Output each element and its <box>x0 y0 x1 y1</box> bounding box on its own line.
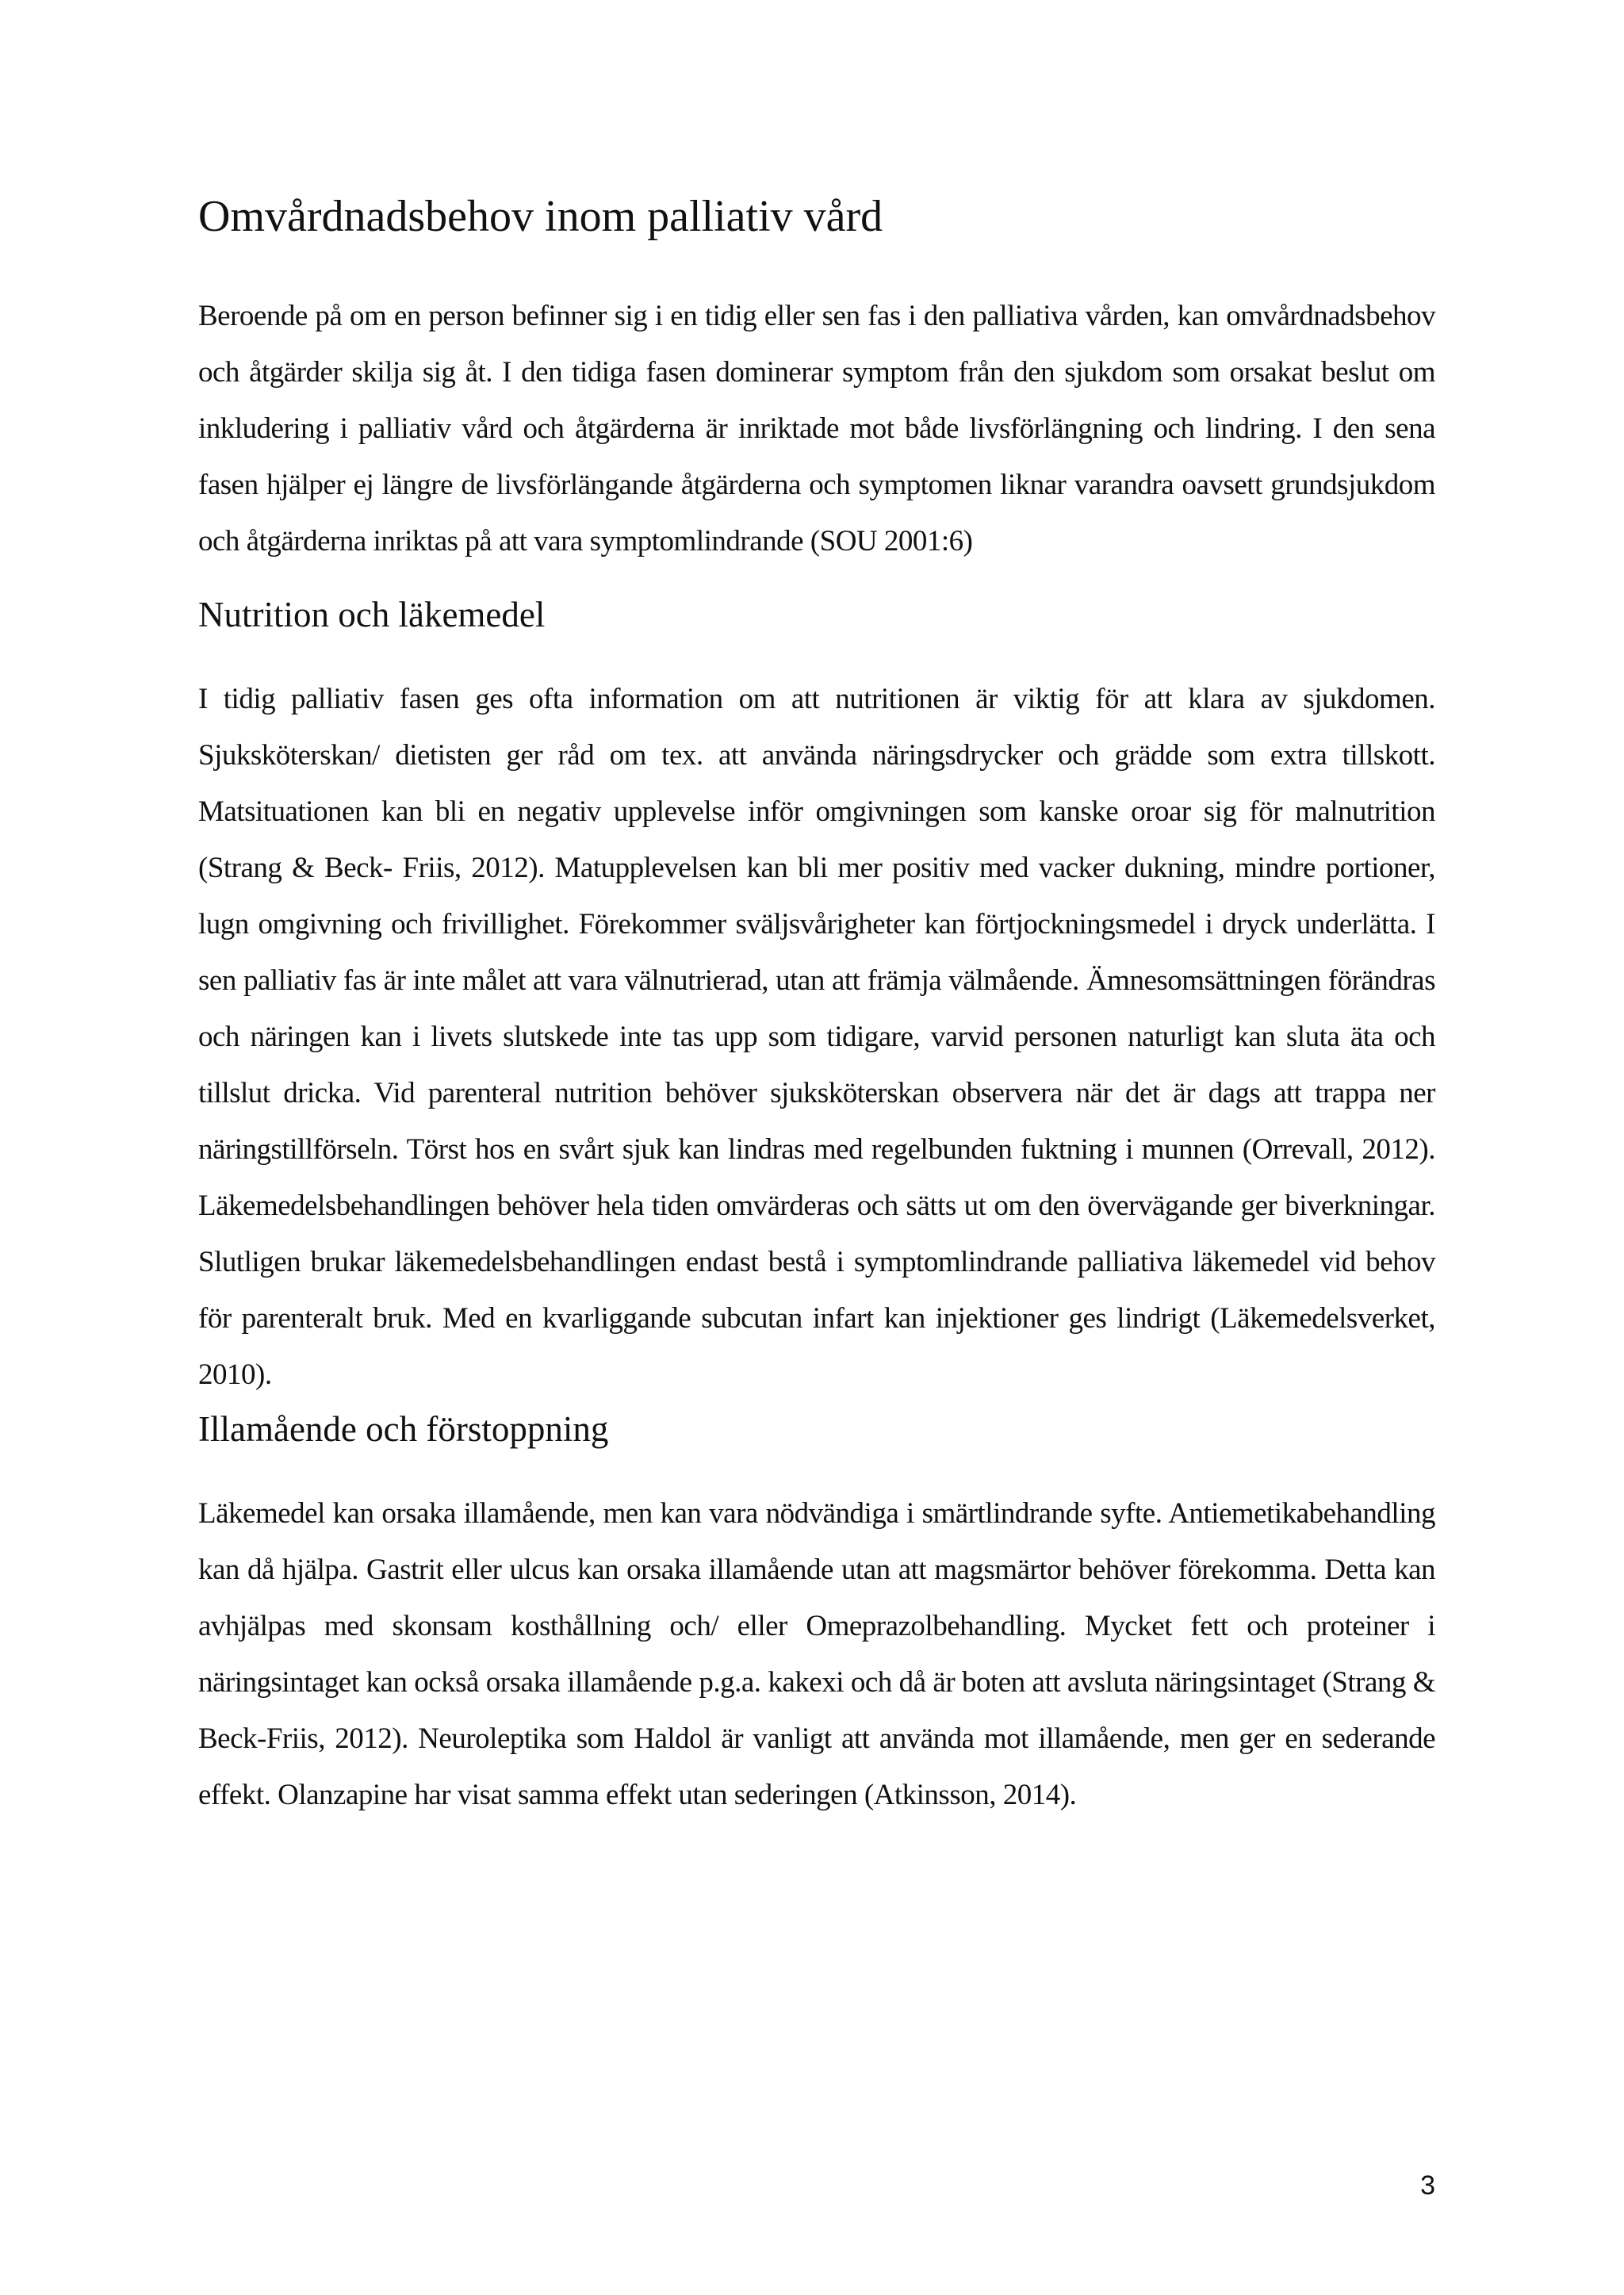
section-heading-nutrition: Nutrition och läkemedel <box>198 595 546 635</box>
paragraph-nutrition: I tidig palliativ fasen ges ofta information om att nutritionen är viktig för att klara av sjukdomen. Sjuksköterskan/ dietisten ger råd om tex. att använda näringsdrycker och grädde som extra tillskott. Matsituationen kan bli en negativ upplevelse inför omgivningen som kanske oroar sig för malnutrition (Strang & Beck- Friis, 2012). Matupplevelsen kan bli mer positiv med vacker dukning, mindre portioner, lugn omgivning och frivillighet. Förekommer sväljsvårigheter kan förtjockningsmedel i dryck underlätta. I sen palliativ fas är inte målet att vara välnutrierad, utan att främja välmående. Ämnesomsättningen förändras och näringen kan i livets slutskede inte tas upp som tidigare, varvid personen naturligt kan sluta äta och tillslut dricka. Vid parenteral nutrition behöver sjuksköterskan observera när det är dags att trappa ner näringstillförseln. Törst hos en svårt sjuk kan lindras med regelbunden fuktning i munnen (Orrevall, 2012). Läkemedelsbehandlingen behöver hela tiden omvärderas och sätts ut om den övervägande ger biverkningar. Slutligen brukar läkemedelsbehandlingen endast bestå i symptomlindrande palliativa läkemedel vid behov för parenteralt bruk. Med en kvarliggande subcutan infart kan injektioner ges lindrigt (Läkemedelsverket, 2010). <box>198 683 1435 1392</box>
section-heading-care-needs: Omvårdnadsbehov inom palliativ vård <box>198 192 883 241</box>
paragraph-intro: Beroende på om en person befinner sig i en tidig eller sen fas i den palliativa vården, kan omvårdnadsbehov och åtgärder skilja sig åt. I den tidiga fasen dominerar symptom från den sjukdom som orsakat beslut om inkludering i palliativ vård och åtgärderna är inriktade mot både livsförlängning och lindring. I den sena fasen hjälper ej längre de livsförlängande åtgärderna och symptomen liknar varandra oavsett grundsjukdom och åtgärderna inriktas på att vara symptomlindrande (SOU 2001:6) <box>198 300 1435 558</box>
section-heading-nausea: Illamående och förstoppning <box>198 1409 609 1450</box>
paragraph-nausea: Läkemedel kan orsaka illamående, men kan vara nödvändiga i smärtlindrande syfte. Antiemetikabehandling kan då hjälpa. Gastrit eller ulcus kan orsaka illamående utan att magsmärtor behöver förekomma. Detta kan avhjälpas med skonsam kosthållning och/ eller Omeprazolbehandling. Mycket fett och proteiner i näringsintaget kan också orsaka illamående p.g.a. kakexi och då är boten att avsluta näringsintaget (Strang & Beck-Friis, 2012). Neuroleptika som Haldol är vanligt att använda mot illamående, men ger en sederande effekt. Olanzapine har visat samma effekt utan sederingen (Atkinsson, 2014). <box>198 1497 1435 1812</box>
page-number: 3 <box>1420 2170 1435 2201</box>
page-content <box>198 190 1435 1823</box>
